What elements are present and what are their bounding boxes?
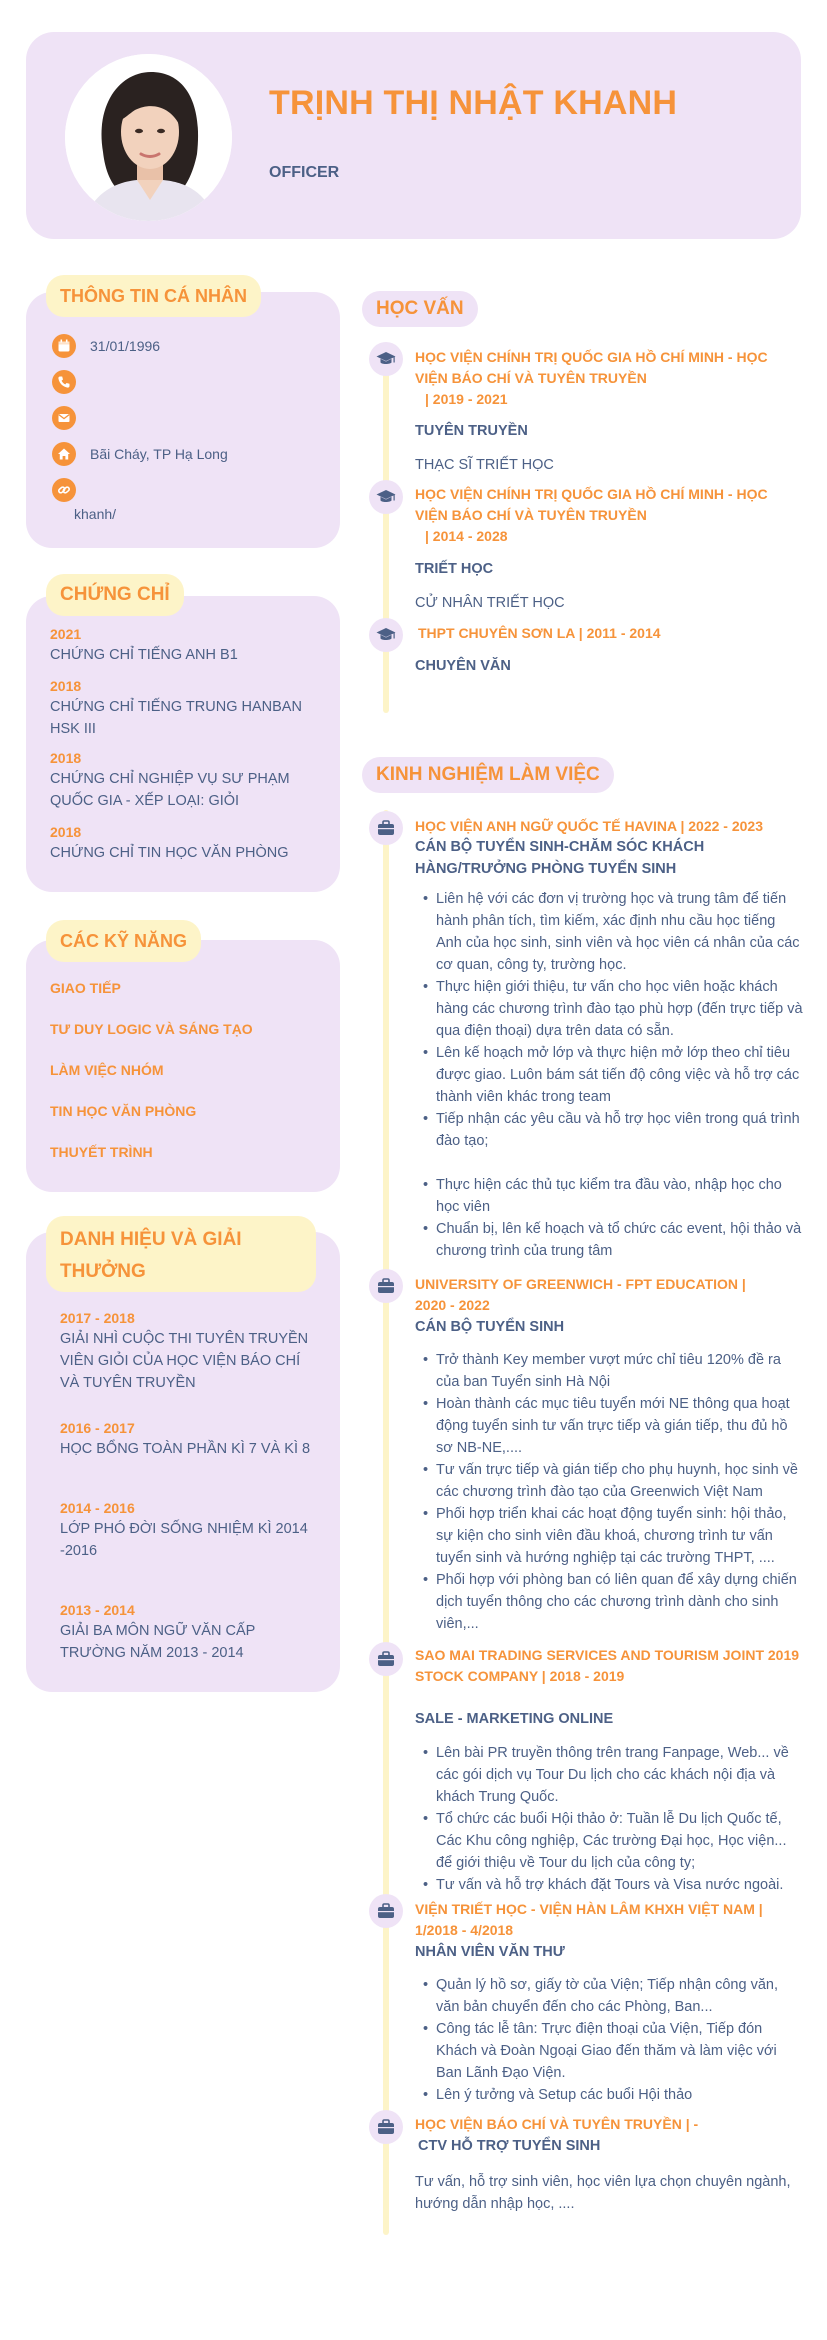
certificates-heading: CHỨNG CHỈ xyxy=(46,574,184,616)
certificate-name: CHỨNG CHỈ TIN HỌC VĂN PHÒNG xyxy=(50,845,289,861)
duty-item: • Phối hợp triển khai các hoạt động tuyển sinh: hội thảo, sự kiện cho sinh viên đầu khoá, chương trình tư vấn tuyển sinh và hướng nghiệp tại các trường THPT, .... xyxy=(423,1503,803,1569)
duty-item: • Tư vấn và hỗ trợ khách đặt Tours và Visa nước ngoài. xyxy=(423,1874,803,1896)
profile-link[interactable]: khanh/ xyxy=(74,506,117,522)
job-duties xyxy=(423,1349,803,1635)
duty-item: • Tư vấn trực tiếp và gián tiếp cho phụ huynh, học sinh về các chương trình đào tạo của Greenwich Việt Nam xyxy=(423,1459,803,1503)
job-company: HỌC VIỆN ANH NGỮ QUỐC TẾ HAVINA | 2022 - 2023 xyxy=(415,818,763,834)
job-company: SAO MAI TRADING SERVICES AND TOURISM JOINT 2019 STOCK COMPANY | 2018 - 2019 xyxy=(415,1647,800,1684)
briefcase-icon xyxy=(369,1894,403,1928)
email-icon xyxy=(52,406,76,430)
certificate-name: CHỨNG CHỈ NGHIỆP VỤ SƯ PHẠM QUỐC GIA - XẾP LOẠI: GIỎI xyxy=(50,771,290,809)
award-name: LỚP PHÓ ĐỜI SỐNG NHIỆM KÌ 2014 -2016 xyxy=(60,1521,308,1559)
avatar xyxy=(65,54,232,221)
skills-heading: CÁC KỸ NĂNG xyxy=(46,920,201,962)
education-heading: HỌC VẤN xyxy=(362,291,478,327)
job-duties xyxy=(423,888,803,1262)
skill-item: THUYẾT TRÌNH xyxy=(50,1144,153,1160)
full-name: TRỊNH THỊ NHẬT KHANH xyxy=(269,84,678,122)
job-company: HỌC VIỆN BÁO CHÍ VÀ TUYÊN TRUYỀN | - xyxy=(415,2116,699,2132)
education-school: HỌC VIỆN CHÍNH TRỊ QUỐC GIA HỒ CHÍ MINH - HỌC VIỆN BÁO CHÍ VÀ TUYÊN TRUYỀN xyxy=(415,349,768,386)
duty-item: • Lên kế hoạch mở lớp và thực hiện mở lớp theo chỉ tiêu được giao. Luôn bám sát tiến độ công việc và hỗ trợ các thành viên khác trong team xyxy=(423,1042,803,1108)
education-years: | 2019 - 2021 xyxy=(425,391,508,407)
duty-item: • Thực hiện giới thiệu, tư vấn cho học viên hoặc khách hàng các chương trình đào tạo phù hợp (đến trực tiếp và qua điện thoại) dựa trên data có sẵn. xyxy=(423,976,803,1042)
awards-heading: DANH HIỆU VÀ GIẢI THƯỞNG xyxy=(46,1216,316,1292)
duty-item: • Quản lý hồ sơ, giấy tờ của Viện; Tiếp nhận công văn, văn bản chuyển đến cho các Phòng, Ban... xyxy=(423,1974,803,2018)
certificate-year: 2018 xyxy=(50,678,82,694)
award-year: 2017 - 2018 xyxy=(60,1310,135,1326)
duty-item: • Phối hợp với phòng ban có liên quan để xây dựng chiến dịch tuyển thông cho các chương trình dành cho sinh viên,... xyxy=(423,1569,803,1635)
address-text: Bãi Cháy, TP Hạ Long xyxy=(90,446,228,462)
link-icon xyxy=(52,478,76,502)
job-duties xyxy=(423,1974,803,2106)
phone-icon xyxy=(52,370,76,394)
duty-item: • Liên hệ với các đơn vị trường học và trung tâm để tiến hành phân tích, tìm kiếm, xác định nhu cầu học tiếng Anh của học sinh, sinh viên và học viên cá nhân của các cơ quan, công ty, trường học. xyxy=(423,888,803,976)
phone-row xyxy=(52,370,90,394)
profile-header xyxy=(26,32,801,239)
certificate-year: 2018 xyxy=(50,750,82,766)
job-role: CÁN BỘ TUYỂN SINH-CHĂM SÓC KHÁCH HÀNG/TRƯỞNG PHÒNG TUYỂN SINH xyxy=(415,839,705,877)
calendar-icon xyxy=(52,334,76,358)
certificates-card xyxy=(26,584,340,892)
birthday-row xyxy=(52,334,160,358)
award-year: 2014 - 2016 xyxy=(60,1500,135,1516)
education-years: | 2014 - 2028 xyxy=(425,528,508,544)
work-heading: KINH NGHIỆM LÀM VIỆC xyxy=(362,757,614,793)
home-icon xyxy=(52,442,76,466)
skills-card xyxy=(26,931,340,1192)
awards-card xyxy=(26,1229,340,1692)
job-company: VIỆN TRIẾT HỌC - VIỆN HÀN LÂM KHXH VIỆT NAM | 1/2018 - 4/2018 xyxy=(415,1901,763,1938)
skill-item: TIN HỌC VĂN PHÒNG xyxy=(50,1103,197,1119)
award-name: GIẢI NHÌ CUỘC THI TUYÊN TRUYỀN VIÊN GIỎI CỦA HỌC VIỆN BÁO CHÍ VÀ TUYÊN TRUYỀN xyxy=(60,1331,309,1391)
duty-item: • Tổ chức các buổi Hội thảo ở: Tuần lễ Du lịch Quốc tế, Các Khu công nghiệp, Các trường Đại học, Học viện... để giới thiệu về Tour du lịch của công ty; xyxy=(423,1808,803,1874)
personal-info-heading: THÔNG TIN CÁ NHÂN xyxy=(46,275,261,317)
link-row xyxy=(52,478,76,502)
certificate-year: 2018 xyxy=(50,824,82,840)
job-role: SALE - MARKETING ONLINE xyxy=(415,1711,614,1727)
education-major: TRIẾT HỌC xyxy=(415,561,494,577)
graduation-cap-icon xyxy=(369,342,403,376)
education-degree: THẠC SĨ TRIẾT HỌC xyxy=(415,457,554,473)
briefcase-icon xyxy=(369,811,403,845)
email-row xyxy=(52,406,90,430)
certificate-name: CHỨNG CHỈ TIẾNG ANH B1 xyxy=(50,647,238,663)
education-school: HỌC VIỆN CHÍNH TRỊ QUỐC GIA HỒ CHÍ MINH - HỌC VIỆN BÁO CHÍ VÀ TUYÊN TRUYỀN xyxy=(415,486,768,523)
skill-item: TƯ DUY LOGIC VÀ SÁNG TẠO xyxy=(50,1021,253,1037)
graduation-cap-icon xyxy=(369,480,403,514)
job-duties xyxy=(423,1742,803,1896)
job-description: Tư vấn, hỗ trợ sinh viên, học viên lựa chọn chuyên ngành, hướng dẫn nhập học, .... xyxy=(415,2174,791,2212)
address-row xyxy=(52,442,228,466)
job-role: NHÂN VIÊN VĂN THƯ xyxy=(415,1944,565,1960)
briefcase-icon xyxy=(369,2110,403,2144)
award-year: 2016 - 2017 xyxy=(60,1420,135,1436)
duty-item: • Tiếp nhận các yêu cầu và hỗ trợ học viên trong quá trình đào tạo; xyxy=(423,1108,803,1152)
duty-item: • Chuẩn bị, lên kế hoạch và tổ chức các event, hội thảo và chương trình của trung tâm xyxy=(423,1218,803,1262)
duty-item: • Trở thành Key member vượt mức chỉ tiêu 120% đề ra của ban Tuyển sinh Hà Nội xyxy=(423,1349,803,1393)
birthday-text: 31/01/1996 xyxy=(90,338,161,354)
education-degree: CỬ NHÂN TRIẾT HỌC xyxy=(415,595,565,611)
duty-item: • Công tác lễ tân: Trực điện thoại của Viện, Tiếp đón Khách và Đoàn Ngoại Giao đến thăm và làm việc với Ban Lãnh Đạo Viện. xyxy=(423,2018,803,2084)
education-major: CHUYÊN VĂN xyxy=(415,658,511,674)
work-timeline-line xyxy=(383,810,389,2235)
education-school: THPT CHUYÊN SƠN LA | 2011 - 2014 xyxy=(418,625,661,641)
award-name: HỌC BỔNG TOÀN PHẦN KÌ 7 VÀ KÌ 8 xyxy=(60,1441,311,1457)
personal-info-card xyxy=(26,286,340,548)
skill-item: GIAO TIẾP xyxy=(50,980,121,996)
education-major: TUYÊN TRUYỀN xyxy=(415,423,528,439)
job-role: CÁN BỘ TUYỂN SINH xyxy=(415,1319,565,1335)
job-company: UNIVERSITY OF GREENWICH - FPT EDUCATION | 2020 - 2022 xyxy=(415,1276,746,1313)
duty-item: • Hoàn thành các mục tiêu tuyển mới NE thông qua hoạt động tuyển sinh tư vấn trực tiếp và gián tiếp, thu đủ hồ sơ NB-NE,.... xyxy=(423,1393,803,1459)
graduation-cap-icon xyxy=(369,618,403,652)
certificate-name: CHỨNG CHỈ TIẾNG TRUNG HANBAN HSK III xyxy=(50,699,302,737)
briefcase-icon xyxy=(369,1642,403,1676)
award-year: 2013 - 2014 xyxy=(60,1602,135,1618)
job-role: CTV HỖ TRỢ TUYỂN SINH xyxy=(418,2138,601,2154)
skill-item: LÀM VIỆC NHÓM xyxy=(50,1062,164,1078)
duty-item: • Thực hiện các thủ tục kiểm tra đầu vào, nhập học cho học viên xyxy=(423,1174,803,1218)
award-name: GIẢI BA MÔN NGỮ VĂN CẤP TRƯỜNG NĂM 2013 - 2014 xyxy=(60,1623,256,1661)
duty-item: • Lên ý tưởng và Setup các buổi Hội thảo xyxy=(423,2084,803,2106)
job-title: OFFICER xyxy=(269,164,340,181)
certificate-year: 2021 xyxy=(50,626,82,642)
duty-item: • Lên bài PR truyền thông trên trang Fanpage, Web... về các gói dịch vụ Tour Du lịch cho các khách nội địa và khách Trung Quốc. xyxy=(423,1742,803,1808)
education-timeline-line xyxy=(383,355,389,713)
briefcase-icon xyxy=(369,1269,403,1303)
